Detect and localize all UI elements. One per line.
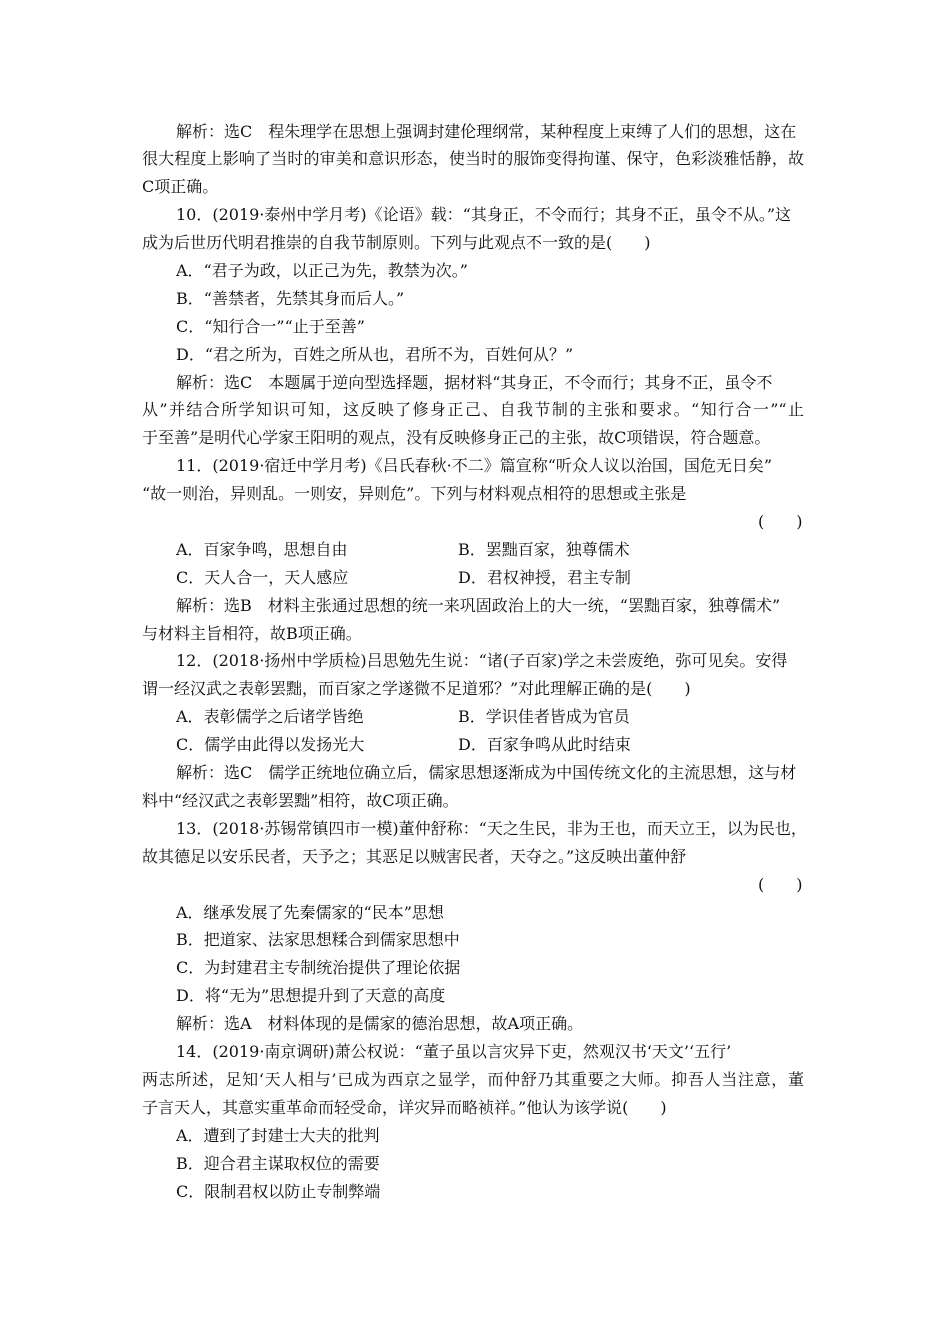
option-a: A．表彰儒学之后诸学皆绝 (176, 707, 364, 726)
analysis-line: 解析：选A 材料体现的是儒家的德治思想，故A项正确。 (176, 1014, 584, 1033)
question-13-stem: 故其德足以安乐民者，天予之；其恶足以贼害民者，天夺之。”这反映出董仲舒 (142, 847, 687, 866)
analysis-line: 于至善”是明代心学家王阳明的观点，没有反映修身正己的主张，故C项错误，符合题意。 (142, 428, 771, 447)
analysis-line: 从”并结合所学知识可知，这反映了修身正己、自我节制的主张和要求。“知行合一”“止 (142, 400, 804, 419)
answer-blank: ( ) (758, 512, 803, 531)
analysis-line: 解析：选C 儒学正统地位确立后，儒家思想逐渐成为中国传统文化的主流思想，这与材 (176, 763, 797, 782)
question-10-stem: 10．(2019·泰州中学月考)《论语》载：“其身正，不令而行；其身不正，虽令不从。”这 (176, 205, 792, 224)
question-14-stem: 14．(2019·南京调研)萧公权说：“董子虽以言灾异下吏，然观汉书‘天文’‘五行’ (176, 1042, 732, 1061)
answer-blank: ( ) (758, 875, 803, 894)
analysis-line: 解析：选B 材料主张通过思想的统一来巩固政治上的大一统，“罢黜百家，独尊儒术” (176, 596, 781, 615)
option-c: C．限制君权以防止专制弊端 (176, 1182, 381, 1201)
question-11-stem: “故一则治，异则乱。一则安，异则危”。下列与材料观点相符的思想或主张是 (142, 484, 687, 503)
option-d: D．将“无为”思想提升到了天意的高度 (176, 986, 446, 1005)
analysis-line: 解析：选C 程朱理学在思想上强调封建伦理纲常，某种程度上束缚了人们的思想，这在 (176, 122, 797, 141)
question-12-stem: 谓一经汉武之表彰罢黜，而百家之学遂微不足道邪？”对此理解正确的是( ) (142, 679, 691, 698)
option-a: A．继承发展了先秦儒家的“民本”思想 (176, 903, 444, 922)
option-d: D．百家争鸣从此时结束 (458, 735, 631, 754)
analysis-line: 与材料主旨相符，故B项正确。 (142, 624, 362, 643)
option-d: D．君权神授，君主专制 (458, 568, 631, 587)
option-b: B．学识佳者皆成为官员 (458, 707, 630, 726)
option-c: C．儒学由此得以发扬光大 (176, 735, 365, 754)
option-b: B．迎合君主谋取权位的需要 (176, 1154, 380, 1173)
analysis-line: 料中“经汉武之表彰罢黜”相符，故C项正确。 (142, 791, 459, 810)
question-12-stem: 12．(2018·扬州中学质检)吕思勉先生说：“诸(子百家)学之未尝废绝，弥可见矣。安得 (176, 651, 788, 670)
option-c: C．天人合一，天人感应 (176, 568, 349, 587)
option-b: B．“善禁者，先禁其身而后人。” (176, 289, 405, 308)
analysis-line: 解析：选C 本题属于逆向型选择题，据材料“其身正，不令而行；其身不正，虽令不 (176, 373, 773, 392)
option-c: C．为封建君主专制统治提供了理论依据 (176, 958, 461, 977)
question-13-stem: 13．(2018·苏锡常镇四市一模)董仲舒称：“天之生民，非为王也，而天立王，以为民也， (176, 819, 807, 838)
analysis-line: 很大程度上影响了当时的审美和意识形态，使当时的服饰变得拘谨、保守，色彩淡雅恬静，故 (142, 149, 804, 168)
question-11-stem: 11．(2019·宿迁中学月考)《吕氏春秋·不二》篇宣称“听众人议以治国，国危无日矣” (176, 456, 773, 475)
option-a: A．百家争鸣，思想自由 (176, 540, 348, 559)
question-14-stem: 两志所述，足知‘天人相与’已成为西京之显学，而仲舒乃其重要之大师。抑吾人当注意，董 (142, 1070, 804, 1089)
option-a: A．“君子为政，以正己为先，教禁为次。” (176, 261, 468, 280)
question-10-stem: 成为后世历代明君推崇的自我节制原则。下列与此观点不一致的是( ) (142, 233, 651, 252)
option-b: B．罢黜百家，独尊儒术 (458, 540, 630, 559)
question-14-stem: 子言天人，其意实重革命而轻受命，详灾异而略祯祥。”他认为该学说( ) (142, 1098, 667, 1117)
option-b: B．把道家、法家思想糅合到儒家思想中 (176, 930, 460, 949)
option-c: C．“知行合一”“止于至善” (176, 317, 365, 336)
option-a: A．遭到了封建士大夫的批判 (176, 1126, 380, 1145)
option-d: D．“君之所为，百姓之所从也，君所不为，百姓何从？” (176, 345, 574, 364)
analysis-line: C项正确。 (142, 177, 219, 196)
